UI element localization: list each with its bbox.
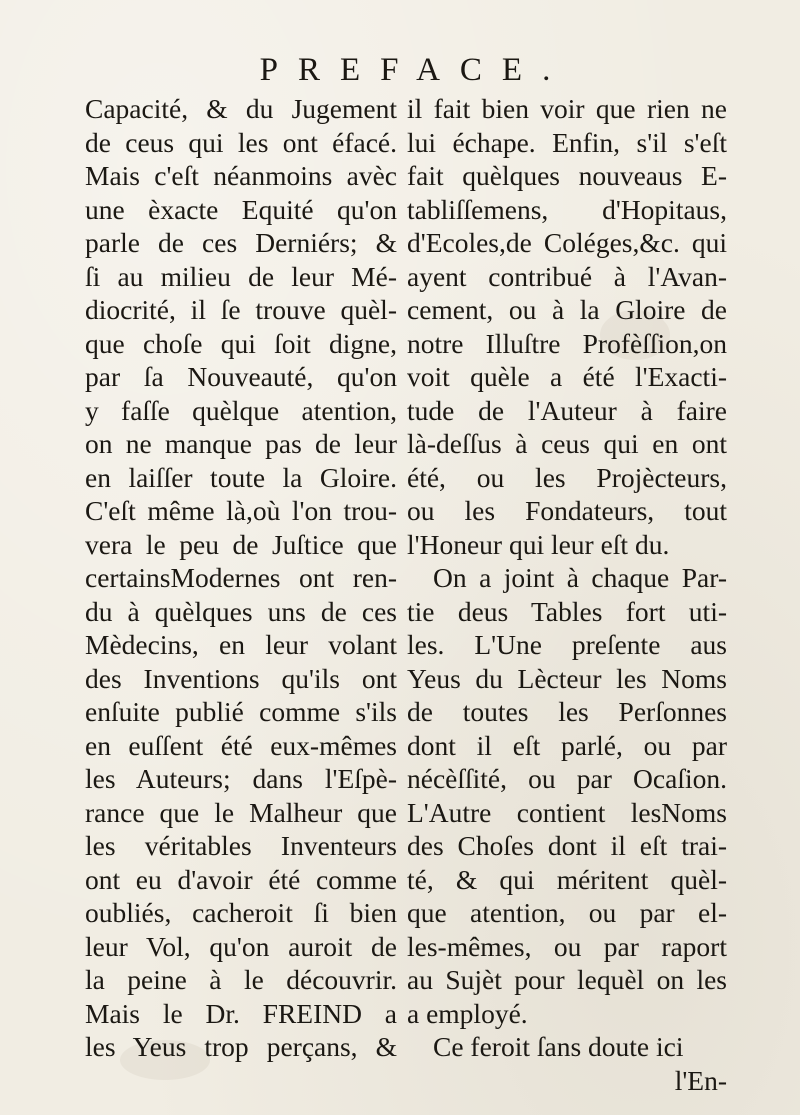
text-line: ont eu d'avoir été comme	[85, 863, 397, 895]
text-line: en laiſſer toute la Gloire.	[85, 461, 397, 493]
text-line: on ne manque pas de leur	[85, 428, 397, 459]
text-line: Mèdecins, en leur volant	[85, 629, 397, 660]
text-line: des Choſes dont il eſt trai-	[407, 830, 727, 861]
text-line: au Sujèt pour lequèl on les	[407, 964, 727, 995]
text-line: là-deſſus à ceus qui en ont	[407, 428, 727, 459]
text-line: voit quèle a été l'Exacti-	[407, 361, 727, 392]
text-line: d'Ecoles,de Coléges,&c. qui	[407, 227, 727, 258]
text-line: Capacité, & du Jugement	[85, 93, 397, 124]
text-line: y faſſe quèlque atention,	[85, 394, 397, 426]
text-line: lui échape. Enfin, s'il s'eſt	[407, 126, 727, 158]
text-line: té, & qui méritent quèl-	[407, 863, 727, 895]
text-line: rance que le Malheur que	[85, 796, 397, 828]
text-line: par ſa Nouveauté, qu'on	[85, 361, 397, 392]
text-line: L'Autre contient lesNoms	[407, 796, 727, 828]
text-line: des Inventions qu'ils ont	[85, 662, 397, 694]
catchword: l'En-	[674, 1064, 727, 1096]
text-line: vera le peu de Juſtice que	[85, 528, 397, 560]
text-line: tabliſſemens, d'Hopitaus,	[407, 193, 727, 225]
text-line: l'Honeur qui leur eſt du.	[407, 528, 670, 560]
text-line: tie deus Tables fort uti-	[407, 595, 727, 627]
text-line: ſi au milieu de leur Mé-	[85, 260, 397, 292]
text-line: les véritables Inventeurs	[85, 830, 397, 861]
text-line: cement, ou à la Gloire de	[407, 294, 727, 325]
text-line: leur Vol, qu'on auroit de	[85, 930, 397, 962]
text-line: de ceus qui les ont éfacé.	[85, 126, 397, 158]
text-line: nécèſſité, ou par Ocaſion.	[407, 763, 727, 794]
text-line: les-mêmes, ou par raport	[407, 930, 727, 962]
text-line: la peine à le découvrir.	[85, 964, 397, 995]
text-line: oubliés, cacheroit ſi bien	[85, 897, 397, 928]
text-line: été, ou les Projècteurs,	[407, 461, 727, 493]
text-line: enſuite publié comme s'ils	[85, 696, 397, 727]
text-line: fait quèlques nouveaus E-	[407, 160, 727, 191]
right-text-column	[407, 92, 727, 1097]
text-line: notre Illuſtre Profèſſion,on	[407, 327, 727, 359]
text-line: Ce feroit ſans doute ici	[433, 1031, 684, 1062]
left-text-column	[85, 92, 397, 1064]
text-line: les Auteurs; dans l'Eſpè-	[85, 763, 397, 794]
text-line: On a joint à chaque Par-	[433, 562, 727, 593]
text-line: de toutes les Perſonnes	[407, 696, 727, 727]
text-line: a employé.	[407, 997, 528, 1029]
text-line: certainsModernes ont ren-	[85, 562, 397, 593]
text-line: Mais c'eſt néanmoins avèc	[85, 160, 397, 191]
text-line: diocrité, il ſe trouve quèl-	[85, 294, 397, 325]
text-line: tude de l'Auteur à faire	[407, 394, 727, 426]
text-line: en euſſent été eux-mêmes	[85, 729, 397, 761]
text-line: dont il eſt parlé, ou par	[407, 729, 727, 761]
text-line: les. L'Une preſente aus	[407, 629, 727, 660]
text-line: parle de ces Derniérs; &	[85, 227, 397, 258]
running-title: PREFACE.	[259, 52, 571, 88]
text-line: ou les Fondateurs, tout	[407, 495, 727, 526]
text-line: il fait bien voir que rien ne	[407, 93, 727, 124]
text-line: les Yeus trop perçans, &	[85, 1031, 397, 1062]
text-line: Yeus du Lècteur les Noms	[407, 662, 727, 694]
text-line: que choſe qui ſoit digne,	[85, 327, 397, 359]
text-line: une èxacte Equité qu'on	[85, 193, 397, 225]
text-line: que atention, ou par el-	[407, 897, 727, 928]
text-line: ayent contribué à l'Avan-	[407, 260, 727, 292]
text-line: Mais le Dr. FREIND a	[85, 997, 397, 1029]
text-line: du à quèlques uns de ces	[85, 595, 397, 627]
text-line: C'eſt même là,où l'on trou-	[85, 495, 397, 526]
